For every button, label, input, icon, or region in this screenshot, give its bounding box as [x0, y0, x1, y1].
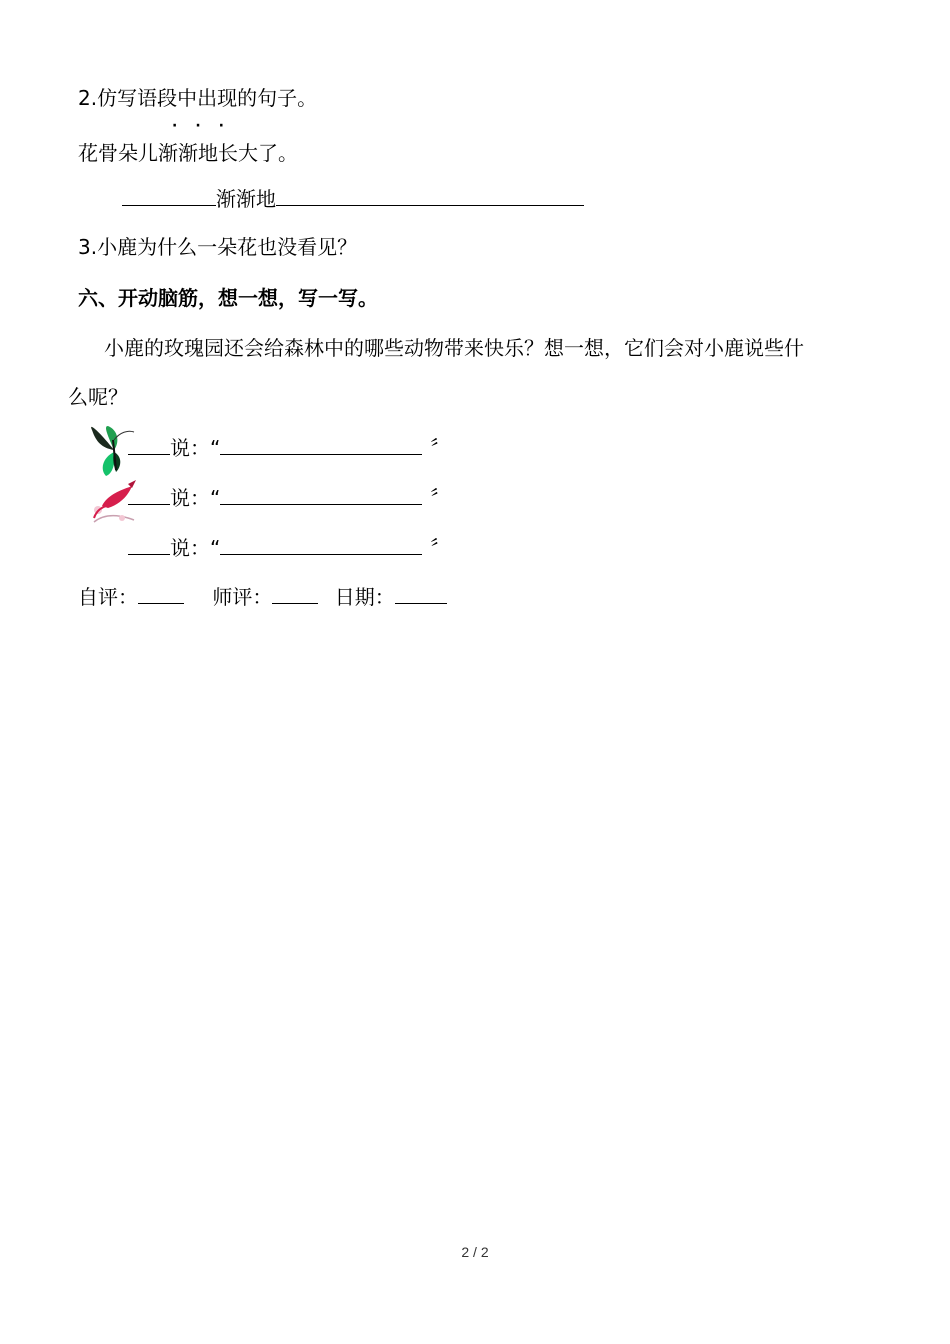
answer-blank[interactable]: [276, 185, 584, 206]
animal-name-blank[interactable]: [128, 434, 170, 455]
q2-title: 2.仿写语段中出现的句子。: [78, 86, 318, 110]
pattern-word: 渐渐地: [216, 187, 276, 211]
date-blank[interactable]: [395, 583, 447, 604]
close-quote: 〞: [430, 436, 451, 460]
animal-name-blank[interactable]: [128, 534, 170, 555]
q2-imitation-line: [122, 185, 584, 212]
self-eval-blank[interactable]: [138, 583, 184, 604]
date-label: 日期：: [334, 585, 395, 609]
say-label: 说：“: [170, 536, 221, 560]
section6-prompt-line1: 小鹿的玫瑰园还会给森林中的哪些动物带来快乐？想一想，它们会对小鹿说些什: [104, 336, 804, 360]
say-row: [128, 434, 450, 461]
say-row: [128, 534, 450, 561]
evaluation-row: [78, 583, 447, 610]
answer-blank[interactable]: [122, 185, 216, 206]
teacher-eval-label: 师评：: [212, 585, 273, 609]
self-eval-label: 自评：: [78, 585, 138, 609]
animal-name-blank[interactable]: [128, 484, 170, 505]
say-label: 说：“: [170, 436, 221, 460]
close-quote: 〞: [430, 536, 451, 560]
page-number: 2 / 2: [461, 1244, 489, 1260]
section6-prompt-line2: 么呢？: [68, 385, 128, 409]
speech-blank[interactable]: [220, 534, 422, 555]
close-quote: 〞: [430, 486, 451, 510]
say-row: [128, 484, 450, 511]
q2-example-sentence: 花骨朵儿渐渐地长大了。: [78, 141, 298, 165]
section6-heading: 六、开动脑筋，想一想，写一写。: [78, 286, 378, 310]
speech-blank[interactable]: [220, 434, 422, 455]
teacher-eval-blank[interactable]: [272, 583, 318, 604]
emphasis-dots: ···: [172, 118, 242, 134]
q3-title: 3.小鹿为什么一朵花也没看见？: [78, 235, 358, 259]
speech-blank[interactable]: [220, 484, 422, 505]
say-label: 说：“: [170, 486, 221, 510]
